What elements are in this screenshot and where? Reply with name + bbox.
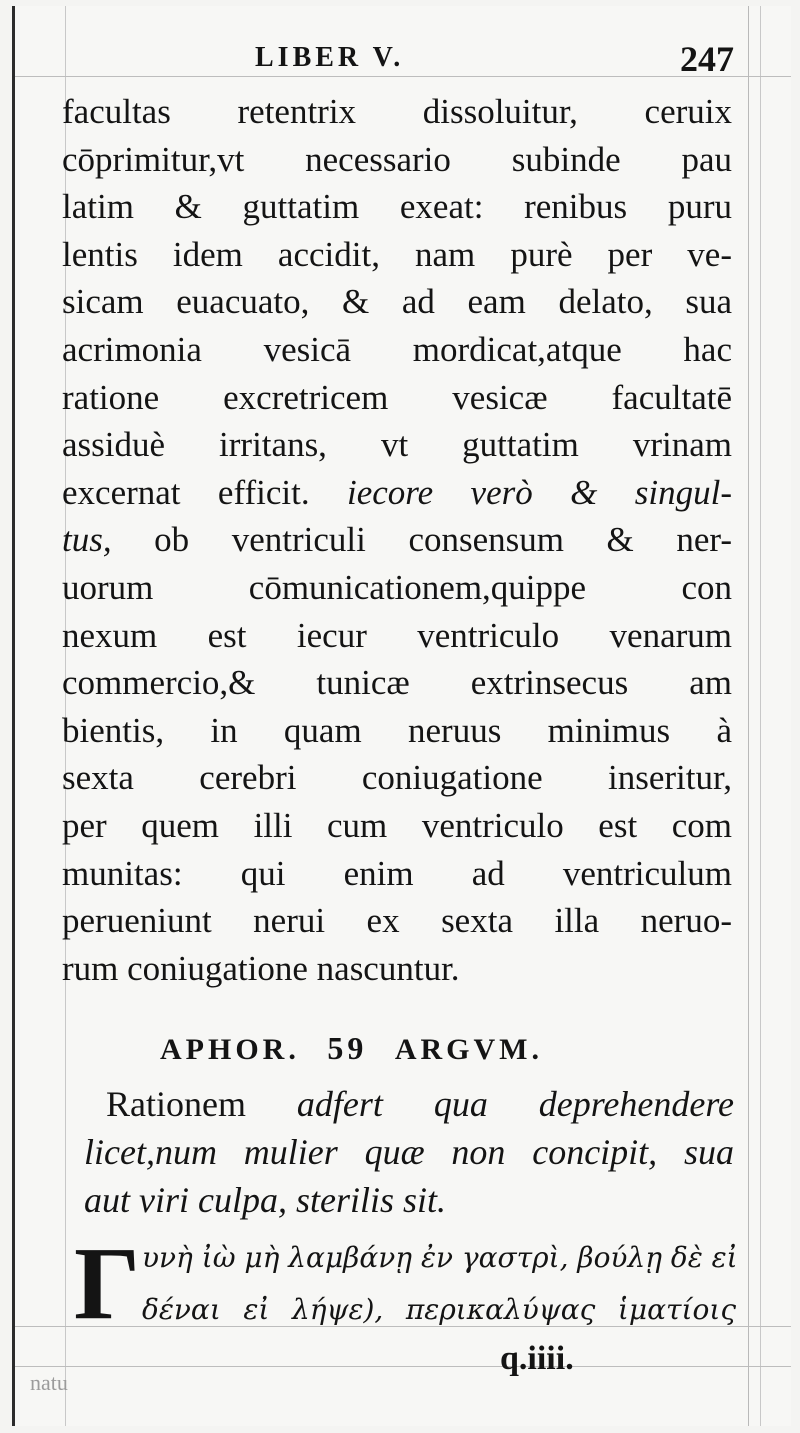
text-line: δέναι εἰ λήψε), περικαλύψας ἱματίοις <box>142 1293 736 1326</box>
page-edge-line <box>760 6 761 1426</box>
argument-text <box>84 1080 734 1224</box>
text-line: rum coniugatione nascuntur. <box>62 948 460 988</box>
text-line: facultas retentrix dissoluitur, ceruix <box>62 92 732 131</box>
text-line <box>84 1080 734 1128</box>
aphorism-heading <box>160 1030 630 1067</box>
text-line: aut viri culpa, sterilis sit. <box>84 1180 447 1220</box>
text-line: cōprimitur,vt necessario subinde pau <box>62 139 732 179</box>
text-line: commercio,& tunicæ extrinsecus am <box>62 663 732 703</box>
ruled-line <box>15 1366 791 1367</box>
text-line: licet,num mulier quæ non concipit, sua <box>84 1132 734 1172</box>
body-text <box>62 88 732 992</box>
text-line: ratione excretricem vesicæ facultatē <box>62 377 732 417</box>
text-fragment: ob ventriculi consensum & ner- <box>111 520 732 560</box>
signature-mark: q.iiii. <box>500 1340 574 1377</box>
text-line: assiduè irritans, vt guttatim vrinam <box>62 425 732 465</box>
text-line: acrimonia vesicā mordicat,atque hac <box>62 329 732 369</box>
bleed-through-fragment: natu <box>30 1370 68 1395</box>
text-line: nexum est iecur ventriculo venarum <box>62 615 732 655</box>
running-head: LIBER V. <box>255 42 405 73</box>
aphorism-number: 59 <box>327 1030 368 1066</box>
text-line: bientis, in quam neruus minimus à <box>62 710 732 750</box>
text-line: υνὴ ἰὼ μὴ λαμβάνῃ ἐν γαστρὶ, βούλῃ δὲ εἰ <box>142 1241 738 1274</box>
text-line: sicam euacuato, & ad eam delato, sua <box>62 282 732 322</box>
text-line <box>62 516 732 564</box>
argument-label: ARGVM. <box>394 1033 543 1066</box>
text-line: lentis idem accidit, nam purè per ve- <box>62 234 732 274</box>
text-fragment: Rationem <box>106 1084 246 1124</box>
aphorism-label: APHOR. <box>160 1033 300 1066</box>
text-line: sexta cerebri coniugatione inseritur, <box>62 758 732 798</box>
text-line: per quem illi cum ventriculo est com <box>62 805 732 845</box>
italic-fragment: tus, <box>62 520 112 560</box>
text-fragment: excernat efficit. <box>62 472 310 512</box>
page-number: 247 <box>680 39 734 79</box>
text-line: latim & guttatim exeat: renibus puru <box>62 187 732 227</box>
drop-cap: Γ <box>74 1226 141 1341</box>
italic-fragment: iecore verò & singul- <box>347 472 732 512</box>
text-line: perueniunt nerui ex sexta illa neruo- <box>62 901 732 941</box>
text-line <box>62 469 732 517</box>
text-line: munitas: qui enim ad ventriculum <box>62 853 732 893</box>
greek-text <box>142 1232 736 1336</box>
italic-fragment: adfert qua deprehendere <box>245 1084 734 1124</box>
page-header <box>235 38 734 82</box>
text-line: uorum cōmunicationem,quippe con <box>62 567 732 607</box>
